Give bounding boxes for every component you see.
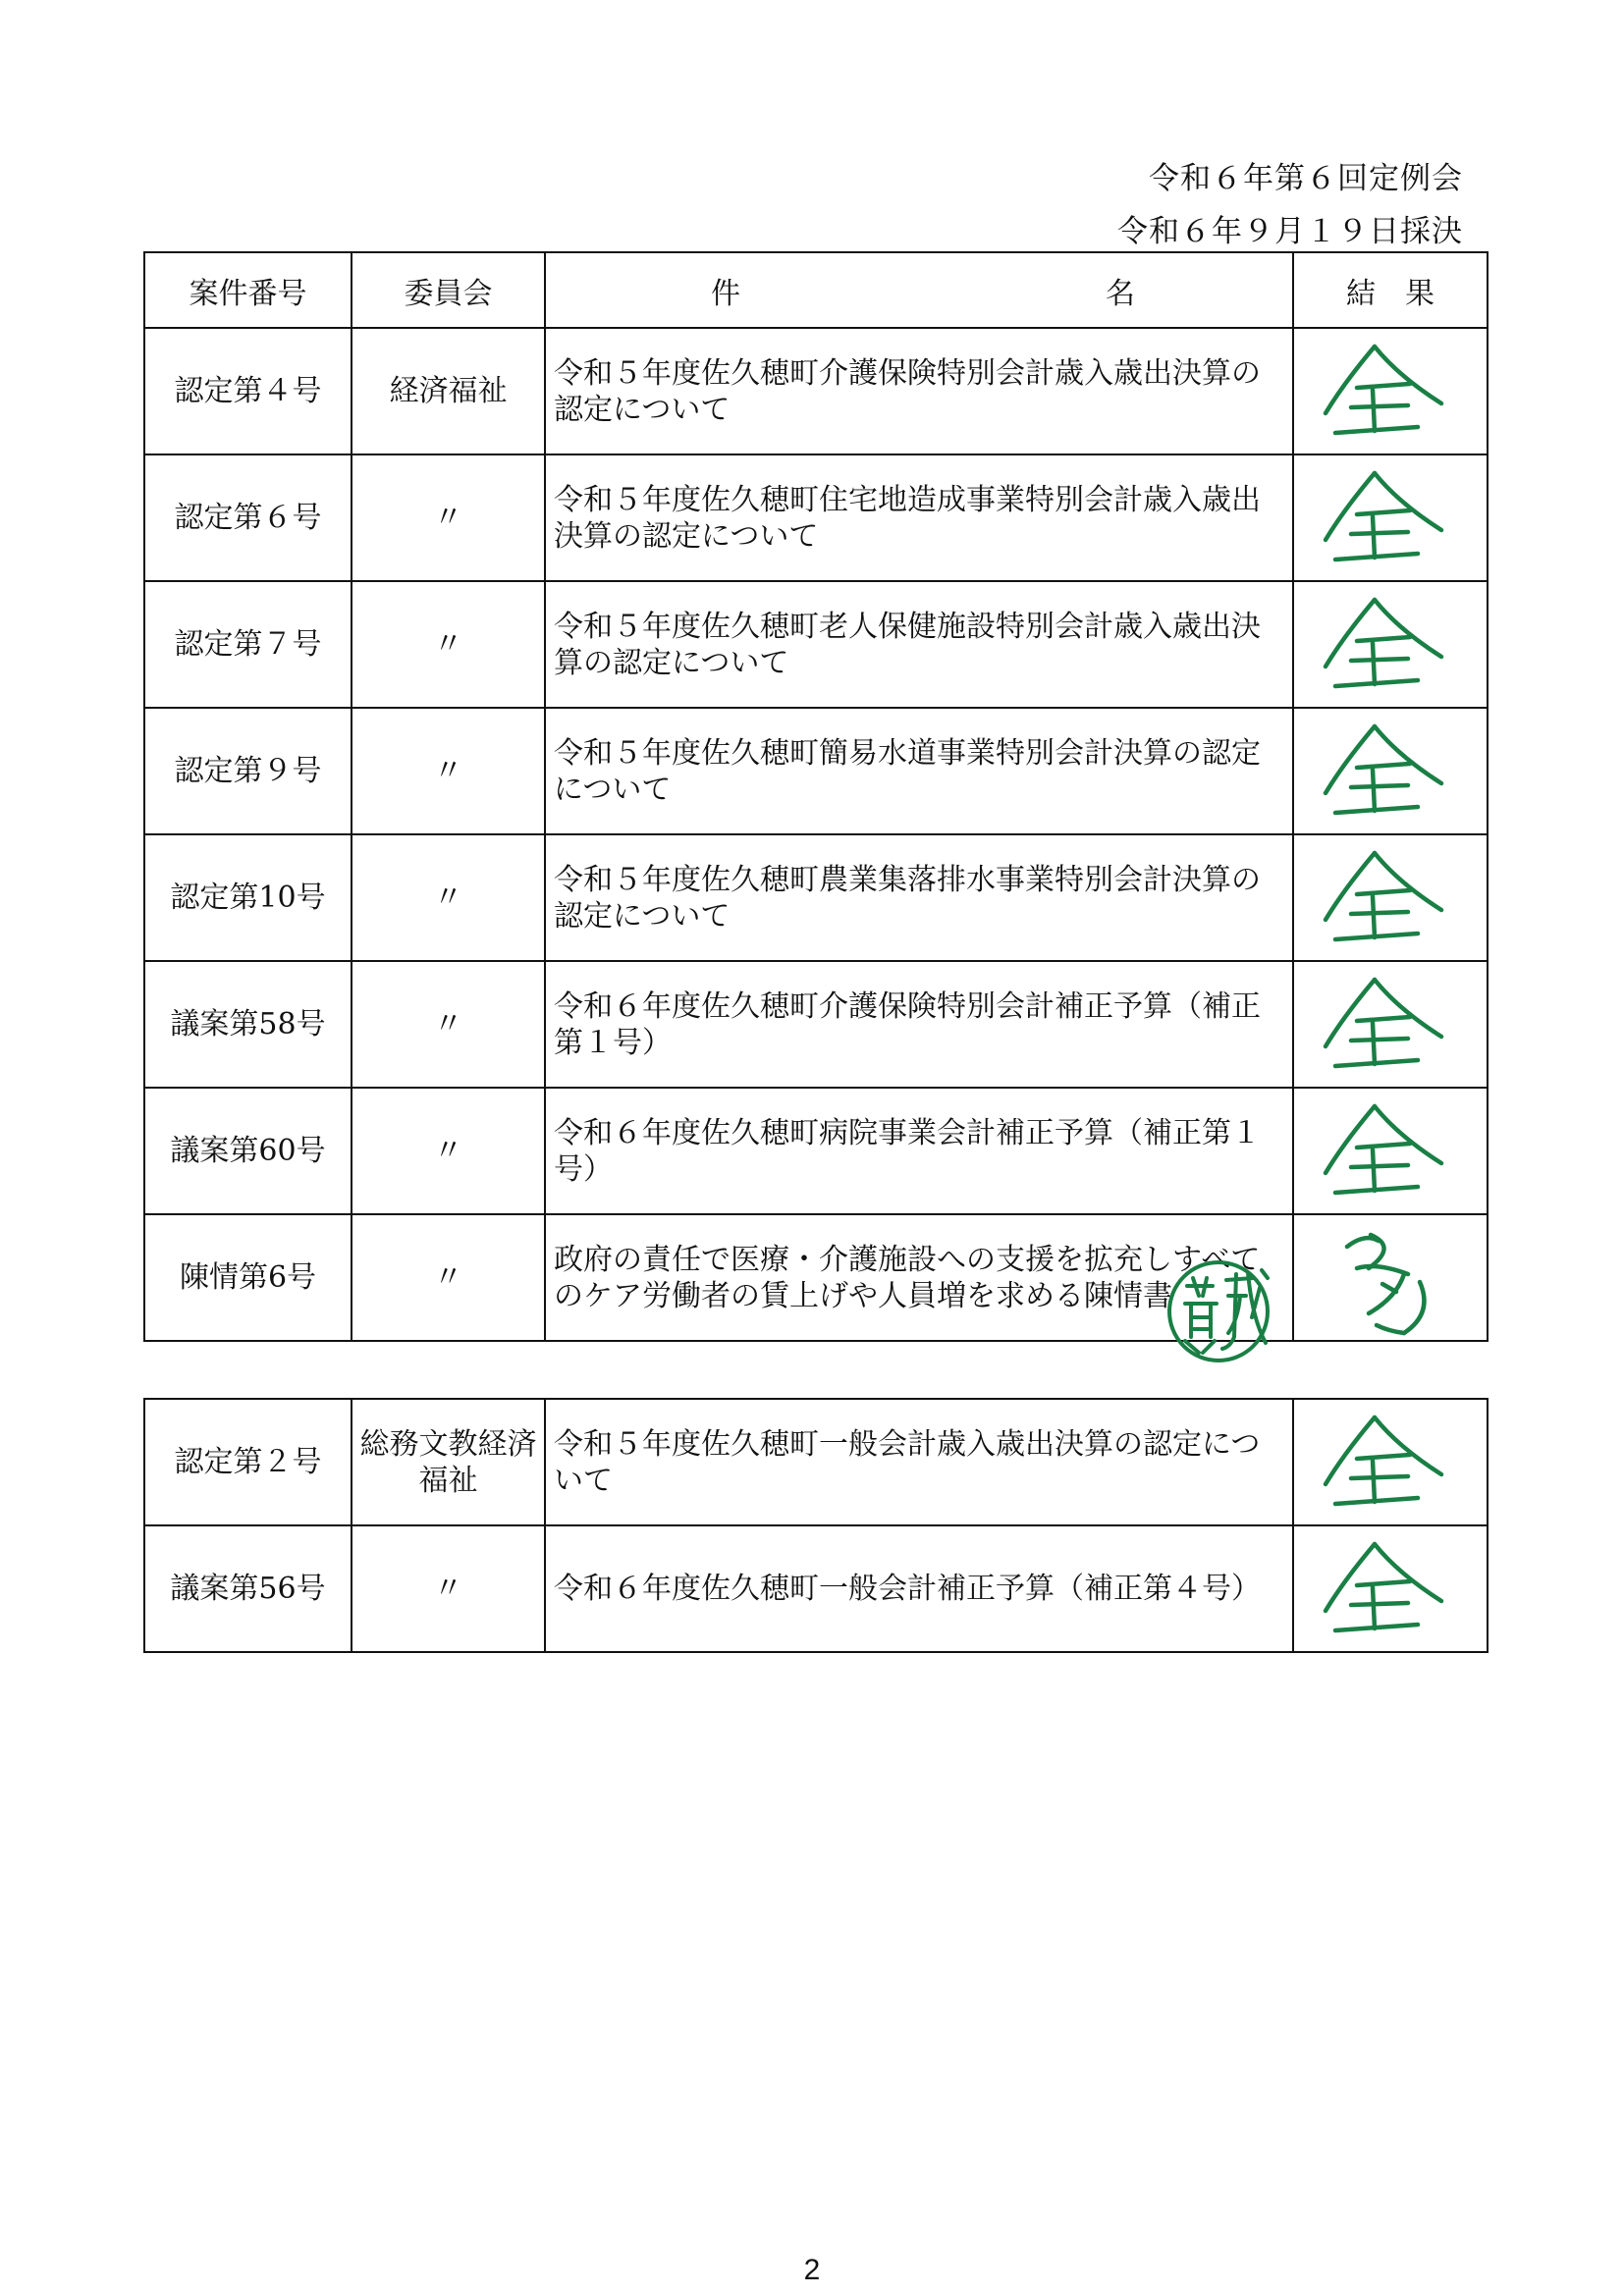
result-cell [1293, 1088, 1488, 1214]
result-cell [1293, 1399, 1488, 1525]
table-row [144, 581, 1488, 708]
header-subject [545, 252, 1293, 328]
result-cell [1293, 834, 1488, 961]
case-number: 議案第58号 [144, 961, 352, 1088]
table-row [144, 328, 1488, 454]
vote-date: 令和６年９月１９日採決 [1117, 214, 1463, 249]
case-title: 令和５年度佐久穂町農業集落排水事業特別会計決算の認定について [545, 834, 1293, 961]
table-row [144, 708, 1488, 834]
header-committee: 委員会 [352, 252, 545, 328]
case-number: 議案第56号 [144, 1525, 352, 1652]
case-title: 令和６年度佐久穂町一般会計補正予算（補正第４号） [545, 1525, 1293, 1652]
sansei-approval-stamp [1154, 1249, 1291, 1378]
case-title: 令和５年度佐久穂町簡易水道事業特別会計決算の認定について [545, 708, 1293, 834]
handwritten-zen-mark [1314, 1096, 1451, 1208]
handwritten-ta-mark [1314, 1223, 1451, 1335]
case-number: 認定第２号 [144, 1399, 352, 1525]
result-cell [1293, 328, 1488, 454]
table-row [144, 1399, 1488, 1525]
resolutions-table [143, 251, 1489, 1342]
handwritten-zen-mark [1314, 843, 1451, 955]
header-result: 結 果 [1293, 252, 1488, 328]
case-title: 令和６年度佐久穂町病院事業会計補正予算（補正第１号） [545, 1088, 1293, 1214]
committee: 〃 [352, 581, 545, 708]
handwritten-zen-mark [1314, 1534, 1451, 1646]
committee: 経済福祉 [352, 328, 545, 454]
table-header-row [144, 252, 1488, 328]
header-number: 案件番号 [144, 252, 352, 328]
result-cell [1293, 1214, 1488, 1341]
case-title: 令和５年度佐久穂町一般会計歳入歳出決算の認定について [545, 1399, 1293, 1525]
page-number: 2 [803, 2254, 821, 2286]
handwritten-zen-mark [1314, 463, 1451, 575]
case-number: 認定第10号 [144, 834, 352, 961]
case-number: 認定第６号 [144, 454, 352, 581]
handwritten-zen-mark [1314, 1408, 1451, 1520]
session-title: 令和６年第６回定例会 [1149, 161, 1463, 196]
handwritten-zen-mark [1314, 337, 1451, 449]
committee: 〃 [352, 454, 545, 581]
header-subject-part1: 件 [711, 276, 740, 311]
committee: 〃 [352, 834, 545, 961]
case-number: 陳情第6号 [144, 1214, 352, 1341]
case-number: 認定第９号 [144, 708, 352, 834]
case-title: 令和５年度佐久穂町介護保険特別会計歳入歳出決算の認定について [545, 328, 1293, 454]
result-cell [1293, 454, 1488, 581]
case-title: 令和５年度佐久穂町住宅地造成事業特別会計歳入歳出決算の認定について [545, 454, 1293, 581]
case-title: 令和６年度佐久穂町介護保険特別会計補正予算（補正第１号） [545, 961, 1293, 1088]
result-cell [1293, 961, 1488, 1088]
case-title: 令和５年度佐久穂町老人保健施設特別会計歳入歳出決算の認定について [545, 581, 1293, 708]
table-row [144, 834, 1488, 961]
handwritten-zen-mark [1314, 717, 1451, 828]
committee: 〃 [352, 1525, 545, 1652]
header-subject-part2: 名 [1106, 276, 1135, 311]
table-row [144, 1088, 1488, 1214]
table-row [144, 454, 1488, 581]
handwritten-zen-mark [1314, 590, 1451, 702]
table-row [144, 961, 1488, 1088]
case-number: 認定第７号 [144, 581, 352, 708]
result-cell [1293, 581, 1488, 708]
committee: 〃 [352, 708, 545, 834]
committee: 〃 [352, 1214, 545, 1341]
committee: 総務文教経済福祉 [352, 1399, 545, 1525]
general-account-table [143, 1398, 1489, 1653]
result-cell [1293, 1525, 1488, 1652]
case-number: 認定第４号 [144, 328, 352, 454]
committee: 〃 [352, 1088, 545, 1214]
committee: 〃 [352, 961, 545, 1088]
case-number: 議案第60号 [144, 1088, 352, 1214]
handwritten-zen-mark [1314, 970, 1451, 1082]
table-row [144, 1525, 1488, 1652]
case-title: 政府の責任で医療・介護施設への支援を拡充しすべてのケア労働者の賃上げや人員増を求める陳情書 [545, 1214, 1293, 1341]
result-cell [1293, 708, 1488, 834]
